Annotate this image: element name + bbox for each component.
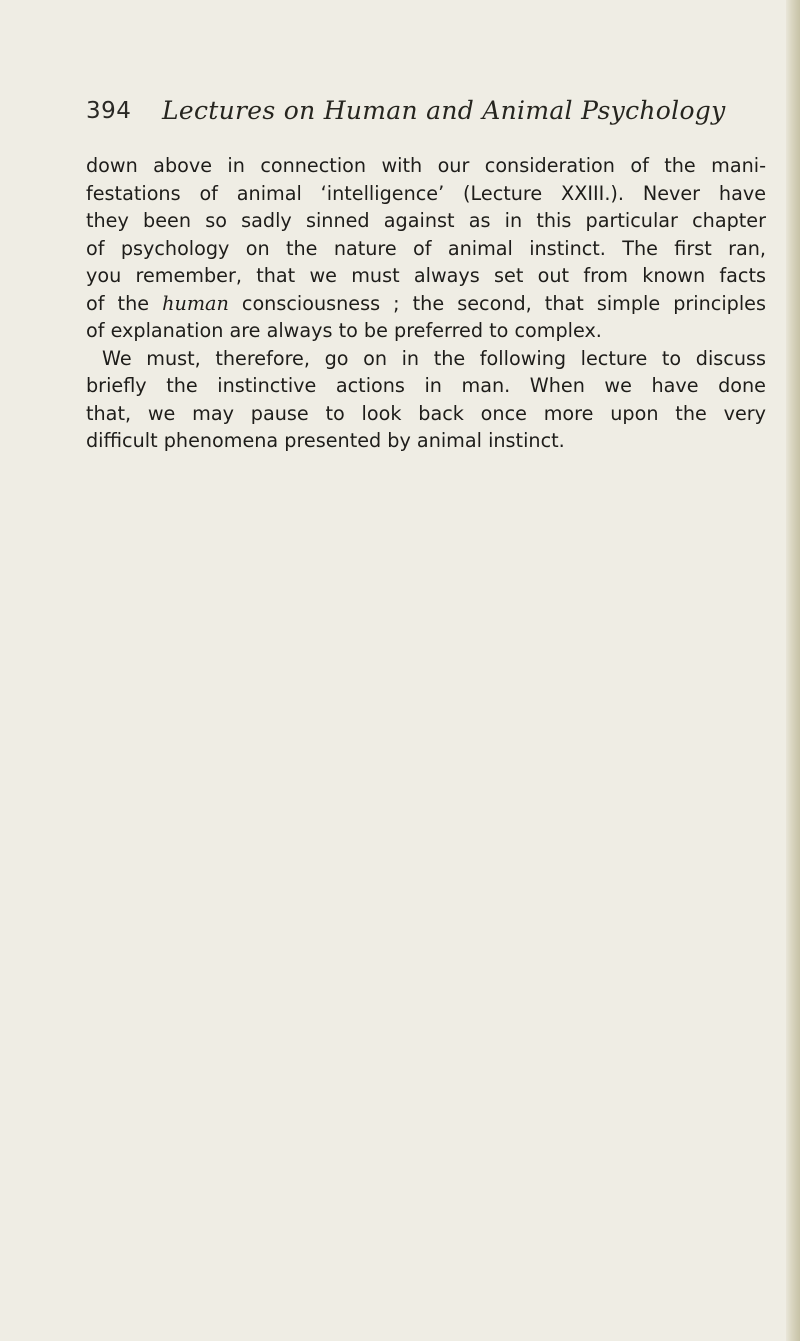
text-line: that, we may pause to look back once more upon the very — [86, 401, 766, 425]
text-line: they been so sadly sinned against as in this particular chapter — [86, 209, 766, 232]
text-line: We must, therefore, go on in the following lecture to discuss — [102, 346, 766, 370]
text-line: of psychology on the nature of animal instinct. The first ran, — [86, 236, 766, 260]
page-edge — [786, 0, 800, 1341]
text-run: of the — [86, 291, 163, 315]
text-line: difficult phenomena presented by animal instinct. — [86, 429, 565, 452]
body-paragraphs — [86, 152, 766, 455]
text-line: briefly the instinctive actions in man. When we have done — [86, 374, 766, 397]
text-line: down above in connection with our consideration of the mani- — [86, 154, 766, 177]
italic-word: human — [162, 291, 229, 315]
text-line: you remember, that we must always set out from known facts — [86, 264, 766, 287]
text-line: of explanation are always to be preferred to complex. — [86, 319, 602, 342]
text-line: festations of animal ‘intelligence’ (Lecture XXIII.). Never have — [86, 181, 766, 205]
running-title: Lectures on Human and Animal Psychology — [162, 96, 726, 125]
page-number: 394 — [86, 98, 132, 124]
text-line — [86, 290, 766, 318]
text-run: consciousness ; the second, that simple principles — [228, 291, 766, 315]
running-header — [86, 96, 726, 136]
